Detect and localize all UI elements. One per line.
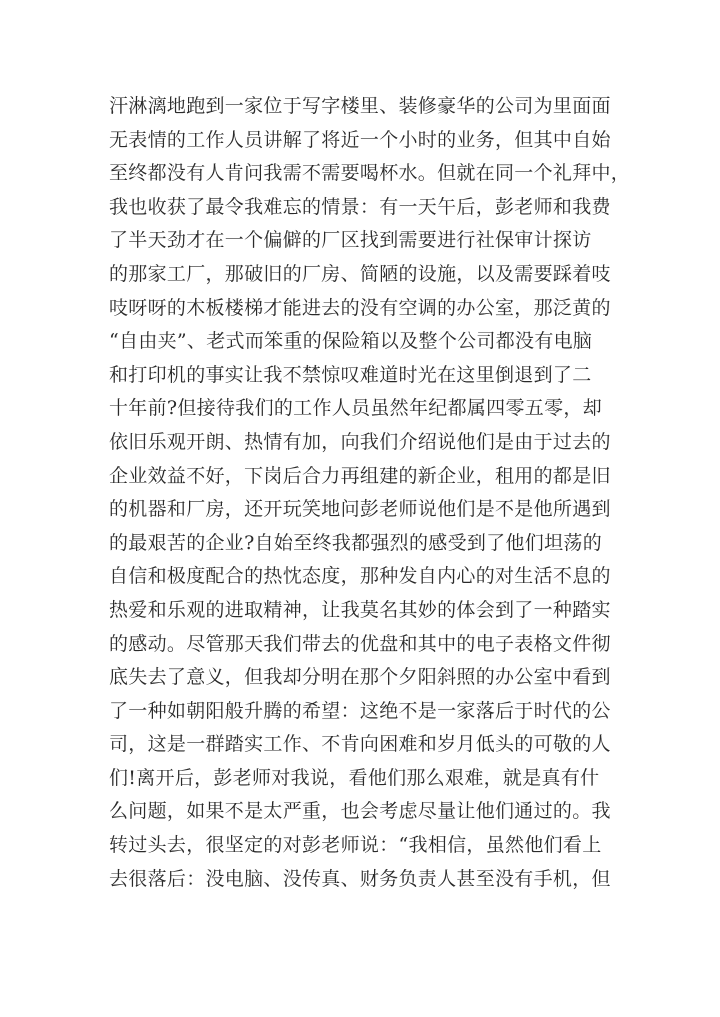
text-line: 了一种如朝阳般升腾的希望：这绝不是一家落后于时代的公 (109, 699, 611, 722)
text-line: “自由夹”、老式而笨重的保险箱以及整个公司都没有电脑 (109, 330, 593, 353)
text-line: 十年前?但接待我们的工作人员虽然年纪都属四零五零，却 (109, 397, 602, 420)
text-line: 的机器和厂房，还开玩笑地问彭老师说他们是不是他所遇到 (109, 498, 611, 521)
body-text (109, 90, 629, 896)
text-line: 去很落后：没电脑、没传真、财务负责人甚至没有手机，但 (109, 867, 611, 890)
text-line: 我也收获了最令我难忘的情景：有一天午后，彭老师和我费 (109, 195, 611, 218)
text-line: 无表情的工作人员讲解了将近一个小时的业务，但其中自始 (109, 128, 611, 151)
text-line: 的最艰苦的企业?自始至终我都强烈的感受到了他们坦荡的 (109, 531, 602, 554)
text-line: 转过头去，很坚定的对彭老师说：“我相信，虽然他们看上 (109, 834, 602, 857)
text-line: 吱呀呀的木板楼梯才能进去的没有空调的办公室，那泛黄的 (109, 296, 611, 319)
text-line: 和打印机的事实让我不禁惊叹难道时光在这里倒退到了二 (109, 363, 592, 386)
text-line: 汗淋漓地跑到一家位于写字楼里、装修豪华的公司为里面面 (109, 95, 611, 117)
text-line: 司，这是一群踏实工作、不肯向困难和岁月低头的可敬的人 (109, 733, 611, 756)
text-line: 热爱和乐观的进取精神，让我莫名其妙的体会到了一种踏实 (109, 598, 611, 621)
text-line: 的感动。尽管那天我们带去的优盘和其中的电子表格文件彻 (109, 632, 611, 655)
text-line: 底失去了意义，但我却分明在那个夕阳斜照的办公室中看到 (109, 666, 611, 689)
text-line: 们!离开后，彭老师对我说，看他们那么艰难，就是真有什 (109, 766, 600, 789)
text-line: 么问题，如果不是太严重，也会考虑尽量让他们通过的。我 (109, 800, 611, 823)
text-line: 自信和极度配合的热忱态度，那种发自内心的对生活不息的 (109, 565, 611, 588)
text-line: 企业效益不好，下岗后合力再组建的新企业，租用的都是旧 (109, 464, 611, 487)
text-line: 了半天劲才在一个偏僻的厂区找到需要进行社保审计探访 (109, 229, 592, 252)
text-line: 依旧乐观开朗、热情有加，向我们介绍说他们是由于过去的 (109, 430, 611, 453)
text-line: 的那家工厂，那破旧的厂房、简陋的设施，以及需要踩着吱 (109, 262, 611, 285)
text-line: 至终都没有人肯问我需不需要喝杯水。但就在同一个礼拜中， (109, 162, 631, 185)
